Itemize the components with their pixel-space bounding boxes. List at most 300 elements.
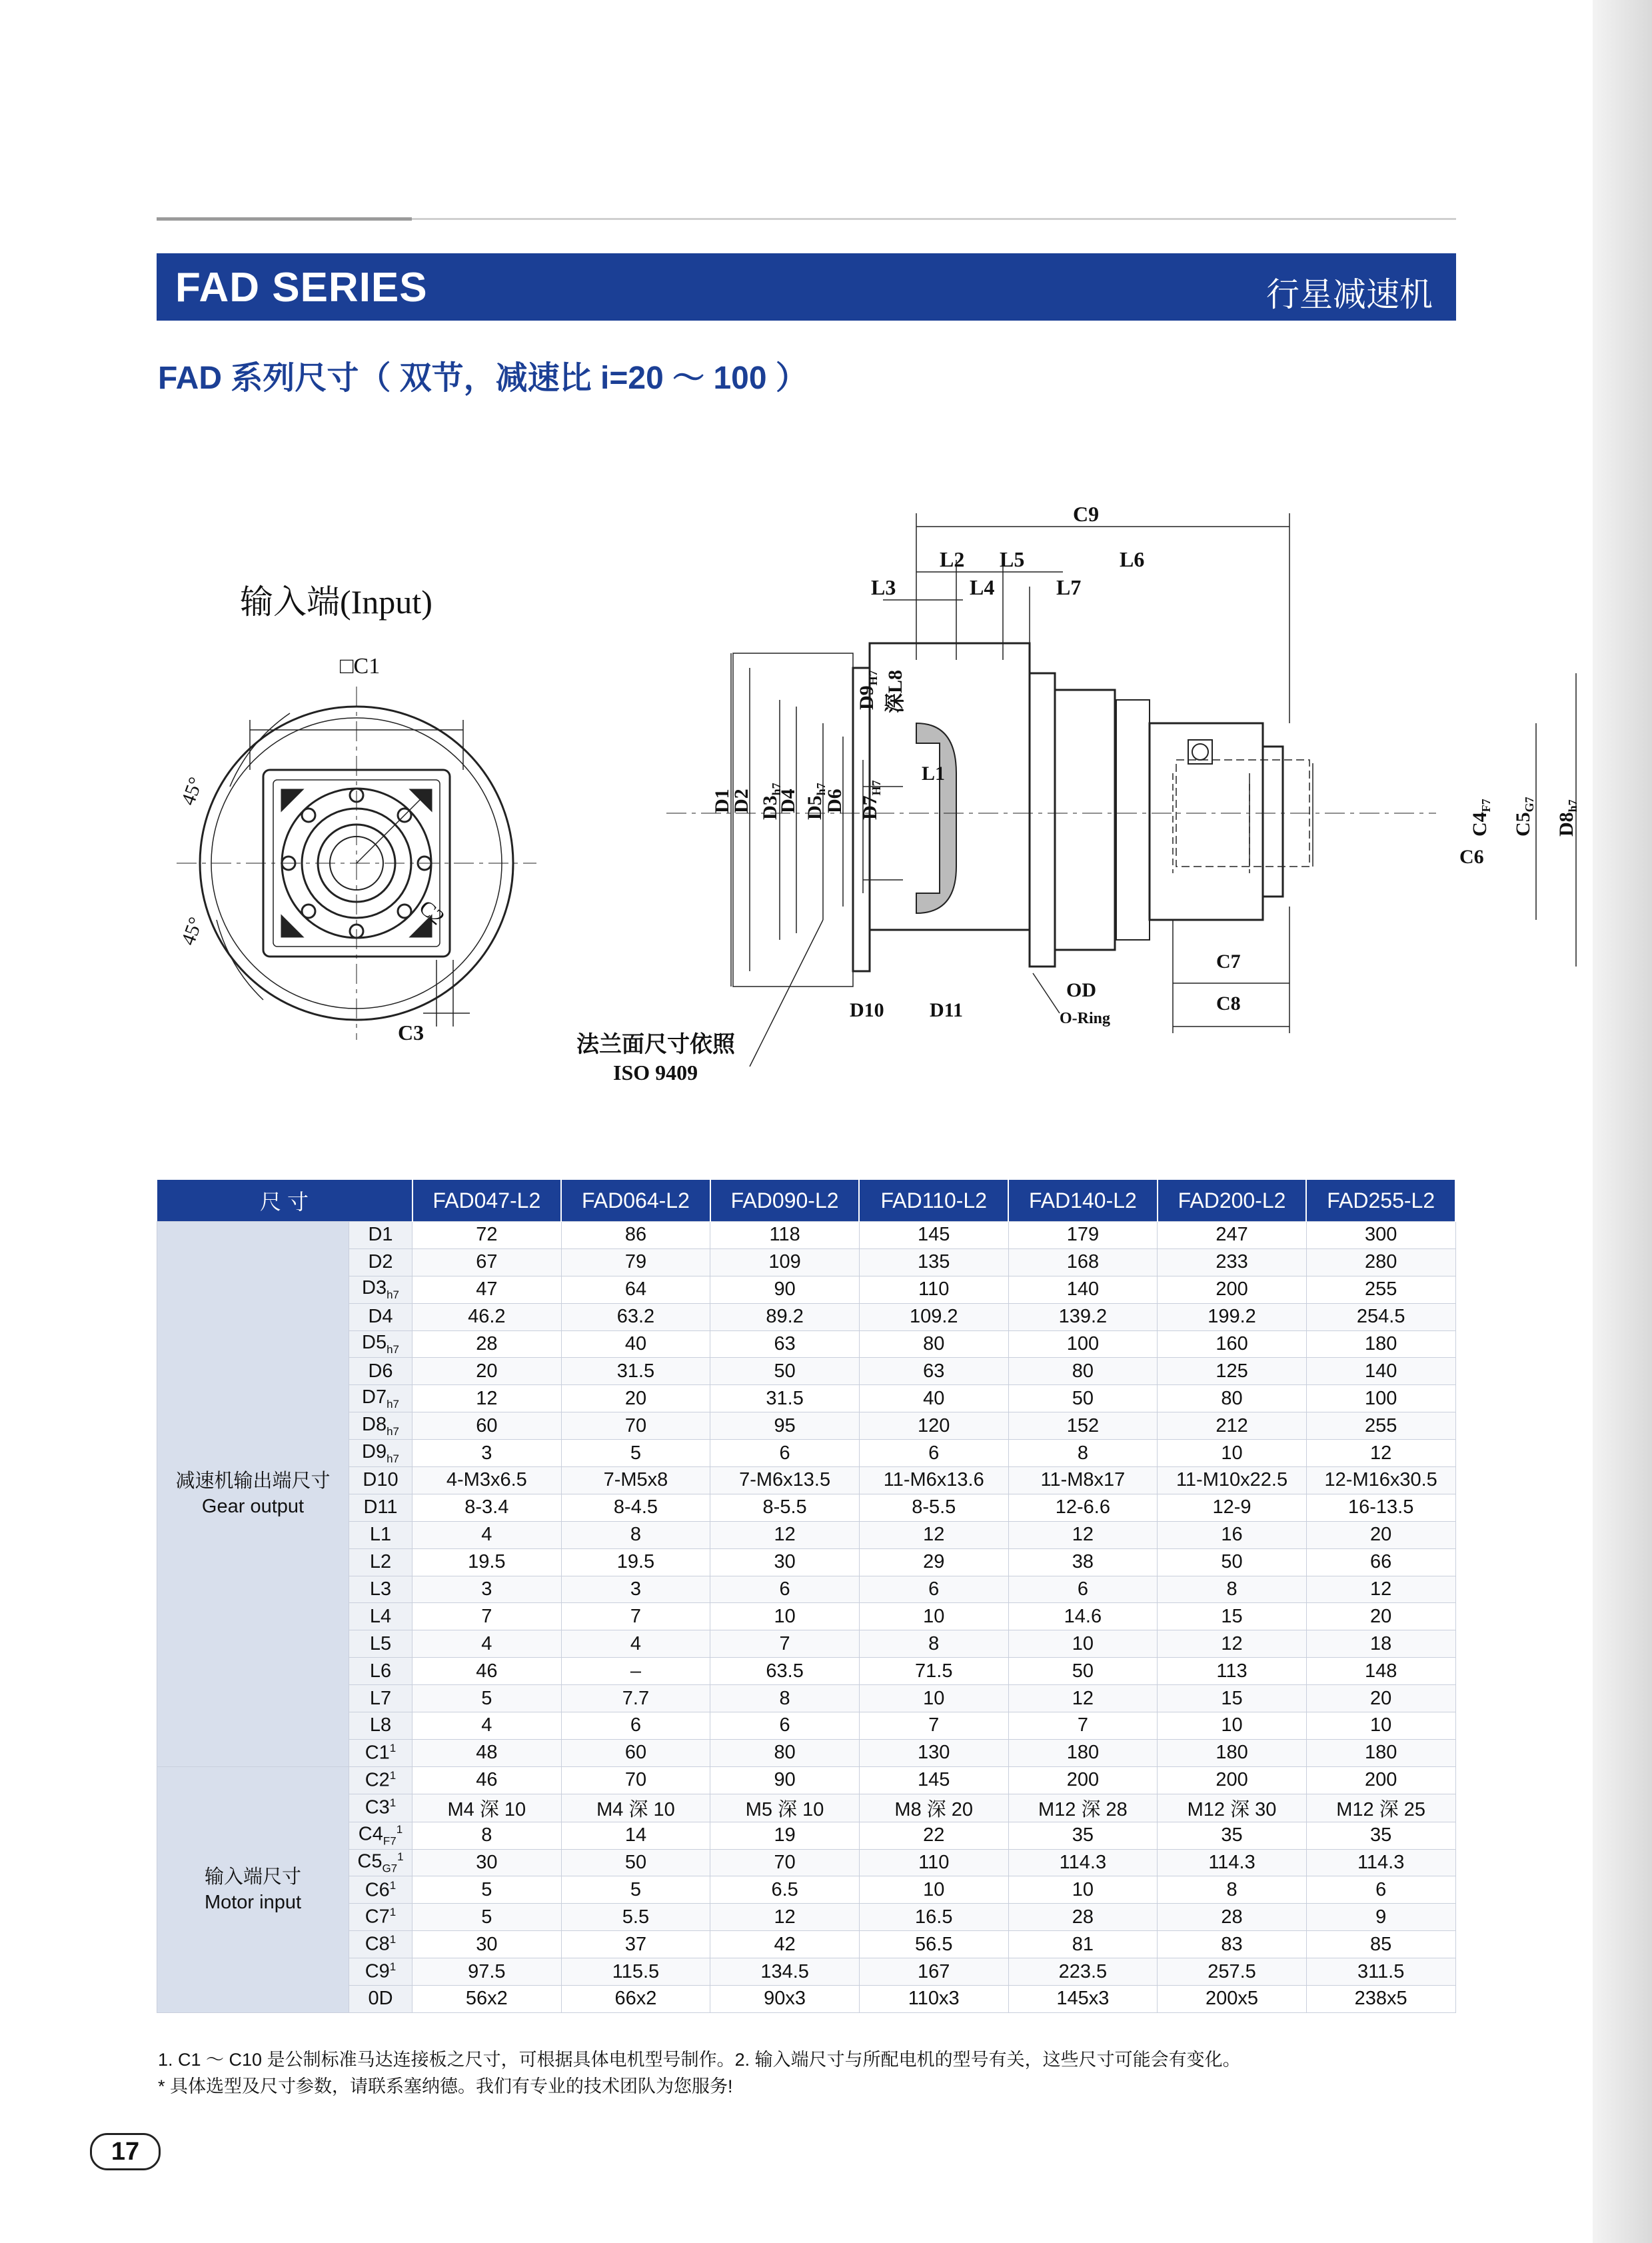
dimension-code: L6: [369, 1660, 392, 1682]
table-row: [157, 1603, 1456, 1630]
table-cell: 63: [859, 1358, 1008, 1385]
dim-d9: D9: [856, 685, 878, 710]
table-cell: 50: [1008, 1385, 1158, 1412]
tolerance-subscript: h7: [387, 1397, 399, 1410]
table-cell: 7.7: [561, 1685, 710, 1712]
dimension-code: L4: [369, 1605, 392, 1627]
dim-c2: C2: [414, 895, 450, 930]
table-cell: 66x2: [561, 1986, 710, 2013]
table-cell: 8-3.4: [413, 1494, 562, 1521]
dimension-code: D10: [363, 1469, 399, 1491]
table-row: [157, 1276, 1456, 1303]
dimension-label: [349, 1904, 413, 1931]
dimension-label: [349, 1794, 413, 1822]
table-cell: 6: [1306, 1876, 1455, 1904]
table-cell: 20: [1306, 1603, 1455, 1630]
dimension-label: [349, 1603, 413, 1630]
dimension-code: L8: [369, 1714, 392, 1736]
table-cell: 255: [1306, 1276, 1455, 1303]
dim-c9: C9: [1073, 502, 1100, 526]
dimension-label: [349, 1412, 413, 1440]
dimension-code: C4: [358, 1823, 383, 1845]
table-cell: 10: [1158, 1712, 1307, 1740]
table-cell: 110: [859, 1849, 1008, 1876]
dim-d1: D1: [711, 789, 733, 813]
table-cell: M5 深 10: [710, 1794, 860, 1822]
table-cell: 50: [561, 1849, 710, 1876]
table-cell: 28: [1008, 1904, 1158, 1931]
table-cell: 8: [1158, 1576, 1307, 1603]
dim-l7: L7: [1056, 575, 1082, 599]
table-cell: 113: [1158, 1658, 1307, 1685]
dim-d10: D10: [850, 999, 884, 1021]
table-cell: 109: [710, 1248, 860, 1276]
dim-d9-depth: 深L8: [884, 669, 906, 713]
svg-text:D8h7: [1555, 799, 1579, 837]
table-row: [157, 1548, 1456, 1576]
dim-c8: C8: [1216, 993, 1241, 1015]
table-row: [157, 1358, 1456, 1385]
series-title: FAD SERIES: [175, 265, 428, 311]
tolerance-subscript: h7: [387, 1424, 399, 1438]
table-cell: 140: [1008, 1276, 1158, 1303]
table-cell: 4: [413, 1712, 562, 1740]
table-cell: 160: [1158, 1330, 1307, 1358]
table-cell: 7: [561, 1603, 710, 1630]
dimension-code: D1: [368, 1224, 393, 1246]
tolerance-subscript: G7: [382, 1862, 398, 1875]
tolerance-subscript: h7: [387, 1288, 399, 1302]
table-cell: 35: [1158, 1822, 1307, 1849]
footnote-marker: 1: [389, 1933, 397, 1946]
table-cell: 12: [859, 1521, 1008, 1548]
footnote: 1. C1 ～ C10 是公制标准马达连接板之尺寸，可根据具体电机型号制作。2. 输入端尺寸与所配电机的型号有关，这些尺寸可能会有变化。: [158, 2050, 1241, 2070]
dimension-label: [349, 1521, 413, 1548]
dimension-code: L5: [369, 1632, 392, 1654]
dimension-label: [349, 1630, 413, 1658]
table-row: [157, 1467, 1456, 1494]
table-cell: 10: [1158, 1440, 1307, 1467]
table-cell: 20: [1306, 1521, 1455, 1548]
table-row: [157, 1248, 1456, 1276]
table-cell: 46: [413, 1766, 562, 1794]
dim-d6: D6: [824, 789, 846, 813]
row-group-label: [157, 1222, 349, 1767]
table-cell: 180: [1306, 1739, 1455, 1766]
table-cell: M4 深 10: [413, 1794, 562, 1822]
table-cell: 4: [413, 1521, 562, 1548]
group-label-cn: 减速机输出端尺寸: [175, 1470, 331, 1492]
page-number: 17: [90, 2133, 161, 2170]
table-cell: 8: [1008, 1440, 1158, 1467]
table-cell: 81: [1008, 1931, 1158, 1958]
dimension-label: [349, 1931, 413, 1958]
table-cell: 70: [561, 1412, 710, 1440]
table-cell: 28: [1158, 1904, 1307, 1931]
footnotes: [158, 2046, 1241, 2100]
model-header: FAD110-L2: [859, 1180, 1008, 1222]
table-cell: 80: [1008, 1358, 1158, 1385]
table-cell: 70: [710, 1849, 860, 1876]
table-row: [157, 1630, 1456, 1658]
footnote-marker: 1: [389, 1878, 397, 1892]
dimension-label: [349, 1658, 413, 1685]
table-header-row: [157, 1180, 1456, 1222]
table-cell: 233: [1158, 1248, 1307, 1276]
table-cell: 4-M3x6.5: [413, 1467, 562, 1494]
table-cell: 40: [561, 1330, 710, 1358]
table-cell: 180: [1158, 1739, 1307, 1766]
table-cell: 5: [561, 1440, 710, 1467]
dimension-code: L2: [369, 1551, 392, 1573]
table-cell: 7-M5x8: [561, 1467, 710, 1494]
table-cell: 56x2: [413, 1986, 562, 2013]
dimension-code: D11: [363, 1496, 398, 1518]
dimension-code: L3: [369, 1578, 392, 1600]
dimension-code: 0D: [368, 1988, 393, 2010]
table-cell: 16.5: [859, 1904, 1008, 1931]
dim-d8: D8: [1555, 812, 1577, 837]
table-cell: 35: [1306, 1822, 1455, 1849]
svg-text:C4F7: [1469, 799, 1493, 837]
table-cell: 114.3: [1306, 1849, 1455, 1876]
table-row: [157, 1822, 1456, 1849]
angle-label-bottom: 45°: [177, 914, 207, 949]
table-cell: 12-9: [1158, 1494, 1307, 1521]
dim-d8-tol: h7: [1566, 799, 1579, 813]
flange-standard: ISO 9409: [613, 1061, 698, 1085]
table-cell: 145: [859, 1766, 1008, 1794]
table-cell: 8: [859, 1630, 1008, 1658]
footnote-marker: 1: [389, 1960, 397, 1974]
table-cell: 3: [413, 1576, 562, 1603]
table-cell: 95: [710, 1412, 860, 1440]
table-cell: 139.2: [1008, 1303, 1158, 1330]
dimension-label: [349, 1685, 413, 1712]
table-cell: 6: [710, 1712, 860, 1740]
table-cell: 97.5: [413, 1958, 562, 1986]
dimension-label: [349, 1849, 413, 1876]
table-cell: 10: [859, 1876, 1008, 1904]
dimension-label: [349, 1358, 413, 1385]
row-group-label: [157, 1766, 349, 2012]
table-cell: 15: [1158, 1603, 1307, 1630]
group-label-en: Motor input: [204, 1891, 302, 1913]
table-row: [157, 1576, 1456, 1603]
table-cell: 7: [413, 1603, 562, 1630]
top-rule-accent: [157, 217, 412, 221]
table-cell: 11-M8x17: [1008, 1467, 1158, 1494]
table-cell: 5: [413, 1685, 562, 1712]
table-row: [157, 1658, 1456, 1685]
table-cell: M12 深 25: [1306, 1794, 1455, 1822]
dimension-code: C6: [365, 1879, 390, 1901]
table-cell: 18: [1306, 1630, 1455, 1658]
table-cell: 12-6.6: [1008, 1494, 1158, 1521]
dimension-label: [349, 1712, 413, 1740]
table-row: [157, 1222, 1456, 1249]
table-cell: 89.2: [710, 1303, 860, 1330]
table-cell: 247: [1158, 1222, 1307, 1249]
model-header: FAD140-L2: [1008, 1180, 1158, 1222]
table-cell: 134.5: [710, 1958, 860, 1986]
table-cell: 28: [413, 1330, 562, 1358]
table-cell: 29: [859, 1548, 1008, 1576]
table-cell: 20: [1306, 1685, 1455, 1712]
input-end-label: 输入端(Input): [240, 583, 432, 621]
table-cell: 12-M16x30.5: [1306, 1467, 1455, 1494]
table-cell: 50: [710, 1358, 860, 1385]
dimension-label: [349, 1330, 413, 1358]
dim-d5-tol: h7: [814, 783, 828, 796]
page-edge-shade: [1593, 0, 1652, 2243]
dimension-code: C5: [357, 1850, 383, 1872]
input-end-view: [157, 493, 536, 1040]
dim-d7: D7: [859, 795, 881, 820]
table-cell: 66: [1306, 1548, 1455, 1576]
svg-text:D9H7: [856, 670, 880, 710]
dimension-code: D6: [368, 1360, 393, 1382]
table-cell: 10: [859, 1685, 1008, 1712]
dimension-label: [349, 1248, 413, 1276]
dim-d2: D2: [730, 789, 752, 813]
table-cell: 135: [859, 1248, 1008, 1276]
table-cell: 100: [1008, 1330, 1158, 1358]
dimension-table: [157, 1180, 1456, 2013]
dim-l5: L5: [1000, 547, 1025, 571]
table-cell: 19.5: [561, 1548, 710, 1576]
table-cell: M4 深 10: [561, 1794, 710, 1822]
table-cell: 109.2: [859, 1303, 1008, 1330]
dim-d4: D4: [777, 789, 799, 813]
table-cell: 6: [859, 1440, 1008, 1467]
table-cell: 90: [710, 1276, 860, 1303]
table-cell: 12: [413, 1385, 562, 1412]
table-row: [157, 1958, 1456, 1986]
dimension-label: [349, 1303, 413, 1330]
table-cell: 11-M10x22.5: [1158, 1467, 1307, 1494]
dimension-label: [349, 1467, 413, 1494]
table-row: [157, 1849, 1456, 1876]
table-cell: 86: [561, 1222, 710, 1249]
table-cell: 16-13.5: [1306, 1494, 1455, 1521]
table-cell: 7: [1008, 1712, 1158, 1740]
table-cell: 14: [561, 1822, 710, 1849]
dimension-label: [349, 1766, 413, 1794]
table-cell: 12: [710, 1904, 860, 1931]
table-cell: 12: [1008, 1685, 1158, 1712]
dim-c5: C5: [1512, 812, 1534, 837]
table-cell: 80: [1158, 1385, 1307, 1412]
table-row: [157, 1685, 1456, 1712]
group-label-en: Gear output: [201, 1496, 305, 1518]
dimension-code: D4: [368, 1306, 393, 1328]
table-row: [157, 1412, 1456, 1440]
angle-label-top: 45°: [177, 774, 207, 809]
tolerance-subscript: h7: [387, 1452, 399, 1465]
dimension-code: C7: [365, 1906, 390, 1928]
product-category: 行星减速机: [1266, 276, 1433, 313]
table-cell: 280: [1306, 1248, 1455, 1276]
table-cell: 83: [1158, 1931, 1307, 1958]
dimension-label: [349, 1548, 413, 1576]
table-cell: 80: [710, 1739, 860, 1766]
table-cell: 7-M6x13.5: [710, 1467, 860, 1494]
table-cell: 8: [710, 1685, 860, 1712]
table-cell: 12: [1158, 1630, 1307, 1658]
dimension-label: [349, 1958, 413, 1986]
table-cell: 199.2: [1158, 1303, 1307, 1330]
table-cell: 46: [413, 1658, 562, 1685]
table-row: [157, 1986, 1456, 2013]
dimension-code: D5: [362, 1332, 387, 1354]
table-cell: 42: [710, 1931, 860, 1958]
table-cell: 10: [1306, 1712, 1455, 1740]
dimension-code: C9: [365, 1960, 390, 1982]
dim-c3: C3: [398, 1021, 424, 1045]
table-cell: 114.3: [1158, 1849, 1307, 1876]
dim-d3-tol: h7: [770, 783, 783, 796]
dimension-code: C3: [365, 1797, 390, 1819]
dimension-label: [349, 1876, 413, 1904]
footnote: * 具体选型及尺寸参数，请联系塞纳德。我们有专业的技术团队为您服务!: [158, 2076, 733, 2096]
table-cell: 180: [1306, 1330, 1455, 1358]
dimension-code: D8: [362, 1413, 387, 1435]
dimension-code: D9: [362, 1440, 387, 1462]
dimension-code: C2: [365, 1769, 390, 1791]
table-cell: 30: [413, 1849, 562, 1876]
table-row: [157, 1712, 1456, 1740]
table-cell: 56.5: [859, 1931, 1008, 1958]
table-cell: 6: [859, 1576, 1008, 1603]
table-cell: 200: [1158, 1766, 1307, 1794]
group-label-cn: 输入端尺寸: [204, 1866, 301, 1888]
dim-d7-tol: H7: [870, 780, 883, 796]
table-cell: 12: [1008, 1521, 1158, 1548]
table-cell: 168: [1008, 1248, 1158, 1276]
table-body: [157, 1222, 1456, 2013]
table-cell: 46.2: [413, 1303, 562, 1330]
tolerance-subscript: h7: [387, 1342, 399, 1356]
series-banner: [157, 253, 1456, 321]
table-cell: 238x5: [1306, 1986, 1455, 2013]
table-cell: 31.5: [710, 1385, 860, 1412]
table-cell: 6: [710, 1440, 860, 1467]
table-cell: 300: [1306, 1222, 1455, 1249]
dimension-code: C8: [365, 1934, 390, 1956]
table-cell: 11-M6x13.6: [859, 1467, 1008, 1494]
table-cell: 152: [1008, 1412, 1158, 1440]
table-cell: 10: [1008, 1630, 1158, 1658]
table-row: [157, 1876, 1456, 1904]
flange-note: 法兰面尺寸依照: [576, 1033, 735, 1057]
table-cell: 254.5: [1306, 1303, 1455, 1330]
dim-l2: L2: [940, 547, 965, 571]
dimension-label: [349, 1222, 413, 1249]
footnote-marker: 1: [389, 1906, 397, 1919]
table-cell: 79: [561, 1248, 710, 1276]
footnote-marker: 1: [389, 1768, 397, 1782]
dim-c5-tol: G7: [1523, 797, 1536, 813]
table-cell: 70: [561, 1766, 710, 1794]
table-row: [157, 1494, 1456, 1521]
table-row: [157, 1385, 1456, 1412]
tolerance-subscript: F7: [383, 1834, 397, 1848]
dimension-code: L1: [369, 1524, 392, 1546]
table-cell: 200: [1306, 1766, 1455, 1794]
table-cell: 10: [859, 1603, 1008, 1630]
table-cell: 110: [859, 1276, 1008, 1303]
table-cell: 14.6: [1008, 1603, 1158, 1630]
table-cell: 22: [859, 1822, 1008, 1849]
dimension-label: [349, 1440, 413, 1467]
dim-c4-tol: F7: [1479, 799, 1493, 813]
table-cell: 115.5: [561, 1958, 710, 1986]
table-cell: 60: [413, 1412, 562, 1440]
table-cell: 8-5.5: [710, 1494, 860, 1521]
dimension-code: D3: [362, 1277, 387, 1299]
table-cell: 12: [1306, 1576, 1455, 1603]
dim-l1: L1: [922, 763, 946, 785]
table-cell: 120: [859, 1412, 1008, 1440]
svg-text:C5G7: [1512, 797, 1536, 837]
table-cell: 90x3: [710, 1986, 860, 2013]
dim-d9-tol: H7: [866, 670, 880, 686]
side-section-view: [666, 513, 1576, 1067]
dimension-label: [349, 1385, 413, 1412]
table-cell: 8: [561, 1521, 710, 1548]
table-cell: 20: [561, 1385, 710, 1412]
table-cell: 148: [1306, 1658, 1455, 1685]
table-cell: 64: [561, 1276, 710, 1303]
dim-d5: D5: [804, 795, 826, 820]
table-cell: 8-4.5: [561, 1494, 710, 1521]
table-row: [157, 1440, 1456, 1467]
table-cell: 60: [561, 1739, 710, 1766]
table-cell: 5.5: [561, 1904, 710, 1931]
table-cell: 179: [1008, 1222, 1158, 1249]
table-cell: 71.5: [859, 1658, 1008, 1685]
table-cell: 20: [413, 1358, 562, 1385]
table-cell: 8: [413, 1822, 562, 1849]
table-row: [157, 1303, 1456, 1330]
table-cell: 90: [710, 1766, 860, 1794]
table-cell: 100: [1306, 1385, 1455, 1412]
table-cell: 16: [1158, 1521, 1307, 1548]
dim-od: OD: [1066, 979, 1096, 1001]
table-cell: 140: [1306, 1358, 1455, 1385]
table-cell: –: [561, 1658, 710, 1685]
table-cell: 4: [561, 1630, 710, 1658]
table-row: [157, 1739, 1456, 1766]
table-cell: 130: [859, 1739, 1008, 1766]
table-cell: 38: [1008, 1548, 1158, 1576]
table-cell: 257.5: [1158, 1958, 1307, 1986]
table-cell: 80: [859, 1330, 1008, 1358]
dimension-drawing: [157, 493, 1579, 1107]
table-cell: 4: [413, 1630, 562, 1658]
footnote-marker: 1: [389, 1742, 397, 1755]
table-row: [157, 1521, 1456, 1548]
table-cell: 47: [413, 1276, 562, 1303]
table-cell: 8: [1158, 1876, 1307, 1904]
dim-c4: C4: [1469, 812, 1491, 837]
table-cell: 85: [1306, 1931, 1455, 1958]
dim-d3: D3: [759, 795, 781, 820]
table-cell: 7: [859, 1712, 1008, 1740]
dim-d11: D11: [930, 999, 964, 1021]
section-subtitle: FAD 系列尺寸（ 双节，减速比 i=20 ～ 100 ）: [158, 361, 808, 396]
